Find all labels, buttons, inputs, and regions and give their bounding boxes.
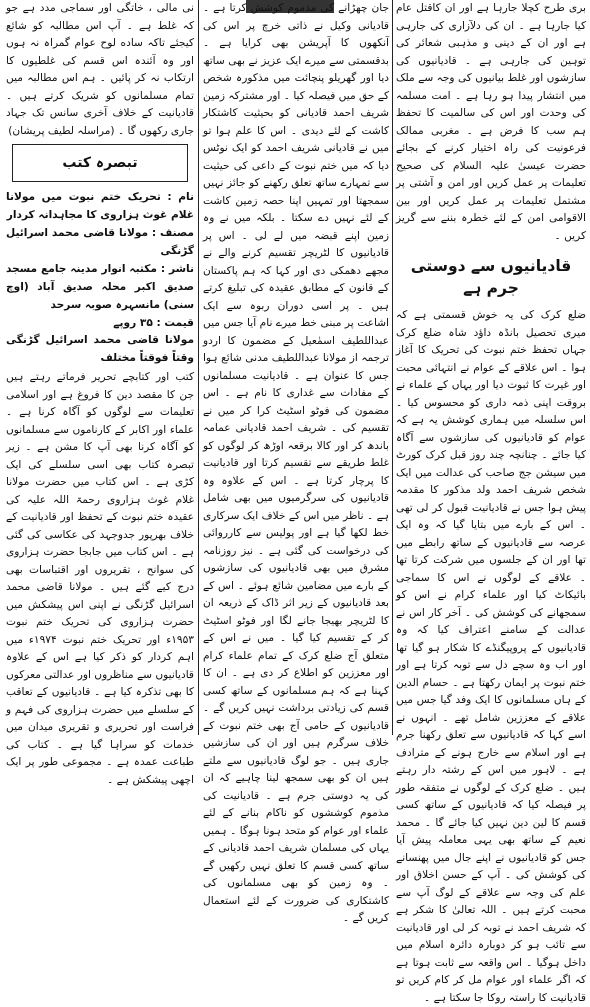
- right-intro-text: بری طرح کچلا جارہا ہے اور ان کاقتل عام کیا جارہا ہے ۔ ان کی دلآزاری کی جارہی ہے اور ان کے دینی و مذہبی شعائر کی توہین کی جارہی ہے ۔ قادیانیوں کی سازشوں اور غلط بیانیوں کی وجہ سے ملک میں انتشار پیدا ہو رہا ہے ۔ امت مسلمہ کی وحدت اور اس کی سالمیت کا تحفظ ہم سب کا فرض ہے ۔ مغربی ممالک فرعونیت کی راہ اختیار کرنے کے بجائے حضرت عیسیٰ علیہ السلام کی صحیح تعلیمات پر عمل کریں اور امن و آشتی پر مشتمل تعلیمات پر عمل کریں اور بین الاقوامی امن کے لئے خطرہ بننے سے گریز کریں ۔: [396, 2, 586, 242]
- book-review-heading: تبصرہ کتب: [62, 155, 138, 171]
- book-title: نام : تحریک ختم نبوت میں مولانا غلام غوث ہزاروی کا مجاہدانہ کردار: [6, 191, 194, 221]
- middle-body-text: جان چھڑانے کی مذموم کوشش کرتا ہے ۔ قادیانی وکیل نے ذاتی خرچ پر اس کی آنکھوں کا آپریشن بھی کرایا ہے ۔ بدقسمتی سے میرے ایک عزیز نے بھی ساتھ دیا اور گھریلو پنچائت میں مذکورہ شخص کے حق میں فیصلہ کیا ۔ اور مشترکہ زمین شریف احمد قادیانی کو بحیثیت کاشتکار کاشت کے لئے دیدی ۔ اس کا علم ہوا تو میں نے قادیانی شریف احمد کو ایک نوٹس دیا کہ میں ختم نبوت کے داعی کی حیثیت سے تمہارے ساتھ تعلق رکھنے کو جائز نہیں سمجھتا اور تمہیں اپنا حصہ زمین کاشت کے لئے نہیں دے سکتا ۔ بلکہ میں نے وہ زمین اپنے قبضہ میں لے لی ۔ اس پر قادیانیوں کا لٹریچر تقسیم کرنے والے نے مجھے دھمکی دی اور کہا کہ ہم پاکستان کے قانون کے مطابق عقیدہ کی تبلیغ کرتے ہیں ۔ پر اسی دوران ربوہ سے ایک اشاعت پر مبنی خط میرے نام آیا جس میں عبداللطیف اسمٰعیل کے مضمون کا اردو ترجمہ از مولانا عبداللطیف مدنی شائع ہوا جس کا عنوان ہے ۔ قادیانیت مسلمانوں کے مفادات سے غداری کا نام ہے ۔ اس مضمون کی فوٹو اسٹیٹ کرا کر میں نے تقسیم کی ۔ شریف احمد قادیانی عمامہ باندھ کر اور کالا برقعہ اوڑھ کر لوگوں کو غلط طریقے سے تقسیم کرتا اور قادیانیت کا پرچار کرتا ہے ۔ اس کے علاوہ وہ قادیانیوں کی سرگرمیوں میں بھی شامل ہے ۔ ناظر میں اس کے خلاف ایک سرکاری خط لکھا گیا ہے اور پولیس سے کارروائی کی درخواست کی گئی ہے ۔ نیز روزنامہ مشرق میں بھی قادیانیوں کی سازشوں کے بارے میں مضامین شائع ہوئے ۔ اس کے بعد قادیانیوں کے زیر اثر ڈاک کے ذریعہ ان کا لٹریچر بھیجا جانے لگا اور فوٹو اسٹیٹ کر کے تقسیم کیا گیا ۔ میں نے اس کے متعلق آج ضلع کرک کے تمام علماء کرام اور معززین کو اطلاع کر دی ہے ۔ ان کا کہنا ہے کہ ہم مسلمانوں کے ساتھ کسی قسم کی زیادتی برداشت نہیں کریں گے ۔ قادیانیوں کے حامی آج بھی ختم نبوت کے خلاف سرگرم ہیں اور ان کی سازشیں جاری ہیں ۔ جو لوگ قادیانیوں سے ملتے ہیں ان کو بھی سمجھ لینا چاہیے کہ ان کی یہ دوستی جرم ہے ۔ قادیانیت کی مذموم کوششوں کو ناکام بنانے کے لئے علماء اور عوام کو متحد ہونا ہوگا ۔ ہمیں یہاں کی مسلمان شریف احمد قادیانی کے ساتھ کسی قسم کا تعلق نہیں رکھیں گے ۔ وہ زمین کو بھی مسلمانوں کی کاشتکاری کی ضرورت کے لئے استعمال کریں گے ۔: [203, 2, 389, 924]
- book-price: قیمت : ۳۵ روپے: [113, 317, 194, 329]
- book-author: مصنف : مولانا قاضی محمد اسرائیل گڑنگی: [6, 227, 194, 257]
- review-heading-box: [12, 144, 188, 182]
- right-body-text: ضلع کرک کی یہ خوش قسمتی ہے کہ میری تحصیل بانڈہ داؤد شاہ ضلع کرک جہاں تحفظ ختم نبوت کی تحریک کا آغاز ہوا ۔ اس علاقے کے عوام نے انتہائی محبت اور غیرت کا ثبوت دیا اور یہاں کے علماء نے بروقت اپنی ذمہ داری کو محسوس کیا ۔ اس سلسلہ میں ہماری کوشش یہ ہے کہ عوام کو قادیانیوں کی سازشوں سے آگاہ کیا جائے ۔ چنانچہ چند روز قبل کرک کورٹ میں سیشن جج صاحب کی عدالت میں ایک شخص شریف احمد ولد مذکور کا مقدمہ پیش ہوا جس نے قادیانیت قبول کر لی تھی ۔ اس کے بارے میں بتایا گیا کہ وہ ایک عرصہ سے قادیانیوں کے ساتھ رابطے میں تھا اور ان کے جلسوں میں شرکت کرتا تھا ۔ علاقے کے لوگوں نے اس کا سماجی بائیکاٹ کیا اور علماء کرام نے اس کو سمجھانے کی کوشش کی ۔ آخر کار اس نے عدالت کے سامنے اعتراف کیا کہ وہ قادیانیوں کے پروپیگنڈے کا شکار ہو گیا تھا اور اب وہ سچے دل سے توبہ کرتا ہے اور ختم نبوت پر ایمان رکھتا ہے ۔ حسام الدین کے ہاں مسلمانوں کا ایک وفد گیا جس میں علاقے کے معززین شامل تھے ۔ انہوں نے اسے کہا کہ قادیانیوں سے تعلق رکھنا جرم ہے اور اسلام سے خارج ہونے کے مترادف ہے ۔ لاہور میں اس کے رشتہ دار رہتے ہیں ۔ ضلع کرک کے لوگوں نے متفقہ طور پر فیصلہ کیا کہ قادیانیوں کے ساتھ کسی قسم کا لین دین نہیں کیا جائے گا ۔ محمد نعیم کے ساتھ بھی یہی معاملہ پیش آیا جس کو قادیانیوں نے اپنے جال میں پھنسانے کی کوشش کی ۔ آپ کے حسن اخلاق اور علم کی وجہ سے علاقے کے لوگ آپ سے محبت کرتے ہیں ۔ اللہ تعالیٰ کا شکر ہے کہ شریف احمد نے توبہ کر لی اور قادیانیت سے تائب ہو کر دوبارہ دائرہ اسلام میں داخل ہوگیا ۔ اس واقعہ سے ثابت ہوتا ہے کہ اگر علماء اور عوام مل کر کام کریں تو قادیانیت کا راستہ روکا جا سکتا ہے ۔: [396, 309, 586, 1004]
- right-column: [396, 0, 586, 1004]
- middle-column: [203, 0, 389, 924]
- column-divider: [392, 0, 393, 735]
- review-lead: مولانا قاضی محمد اسرائیل گڑنگی وقتاً فوقتاً مختلف: [6, 334, 194, 364]
- review-text: کتب اور کتابچے تحریر فرماتے رہتے ہیں جن کا مقصد دین کا فروغ ہے اور اسلامی تعلیمات سے لوگوں کو آگاہ کرنا ہے ۔ علماء اور اکابر کے کارناموں سے مسلمانوں کو آگاہ کرنا بھی آپ کا مشن ہے ۔ زیر تبصرہ کتاب بھی اسی سلسلے کی ایک کڑی ہے ۔ اس کتاب میں حضرت مولانا غلام غوث ہزاروی رحمۃ اللہ علیہ کی عقیدہ ختم نبوت کے تحفظ اور قادیانیت کے خلاف بھرپور جدوجہد کی عکاسی کی گئی ہے ۔ اس کتاب میں جابجا حضرت ہزاروی کی سوانح ، تقریروں اور اقتباسات بھی درج کیے گئے ہیں ۔ مولانا قاضی محمد اسرائیل گڑنگی نے اپنی اس پیشکش میں حضرت ہزاروی کی تحریک ختم نبوت ۱۹۵۳ء اور تحریک ختم نبوت ۱۹۷۴ء میں اہم کردار کو ذکر کیا ہے اس کے علاوہ قادیانیوں سے مناظروں اور عدالتی معرکوں کا بھی تذکرہ کیا ہے ۔ قادیانیوں کے تعاقب کے سلسلے میں حضرت ہزاروی کی فہم و فراست اور تحریری و تقریری میدان میں خدمات کو سراہا گیا ہے ۔ کتاب کی طباعت عمدہ ہے ۔ مجموعی طور پر ایک اچھی پیشکش ہے ۔: [6, 371, 194, 786]
- book-publisher: ناشر : مکتبہ انوار مدینہ جامع مسجد صدیق اکبر محلہ صدیق آباد (اوچ سنی) مانسہرہ صوبہ سرحد: [6, 263, 194, 311]
- article-heading: قادیانیوں سے دوستی جرم ہے: [410, 257, 572, 297]
- column-divider: [198, 0, 199, 735]
- left-column: [6, 0, 194, 786]
- left-intro-text: نی مالی ، خاتگی اور سماجی مدد ہے جو کہ غلط ہے ۔ آپ اس مطالبہ کو شائع کیجئے تاکہ ساده لوح عوام گمراہ نہ ہوں اور وہ آئندہ اس قسم کی غلطیوں کا ارتکاب نہ کر پائیں ۔ ہم اس مطالبہ میں تمام مسلمانوں کو شریک کرتے ہیں ۔ قادیانیت کے خلاف آخری سانس تک جہاد جاری رکھوں گا ۔ (مراسلہ لطیف پریشان): [6, 2, 194, 137]
